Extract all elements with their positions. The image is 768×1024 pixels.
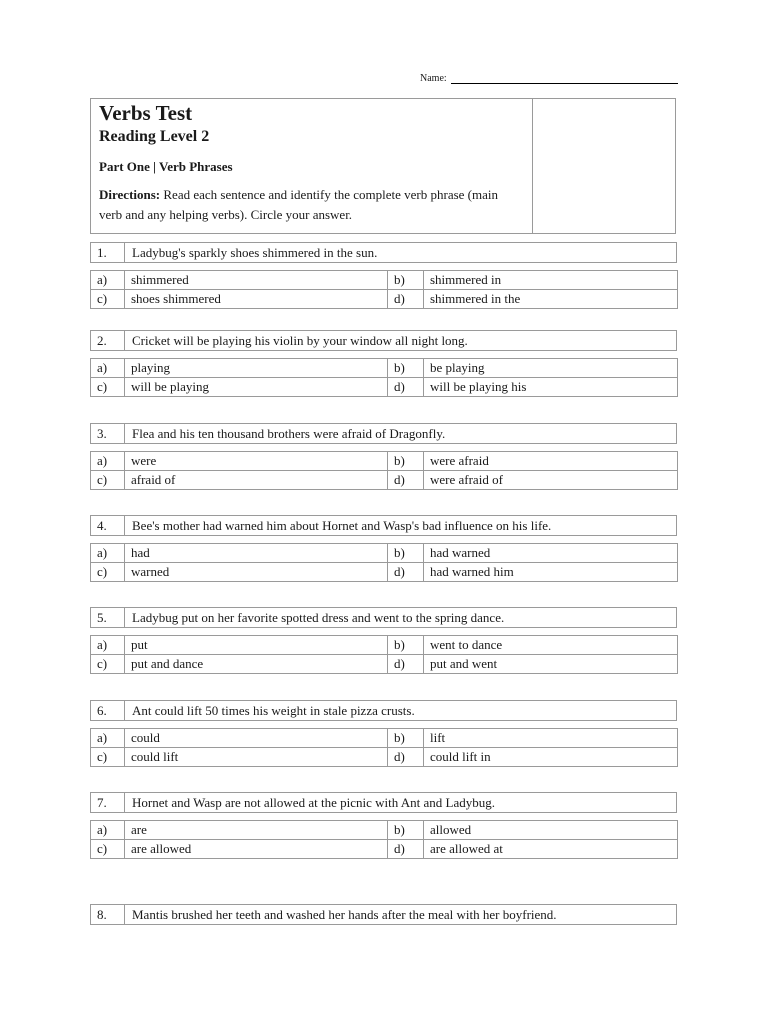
option-letter[interactable]: b) xyxy=(388,636,424,655)
question-text: Ant could lift 50 times his weight in stale pizza crusts. xyxy=(132,703,415,718)
option-text[interactable]: put and dance xyxy=(125,655,388,674)
question-row xyxy=(90,515,677,536)
option-letter[interactable]: a) xyxy=(91,729,125,748)
option-text[interactable]: were xyxy=(125,452,388,471)
name-blank-line[interactable] xyxy=(451,71,678,84)
option-text[interactable]: will be playing his xyxy=(424,378,678,397)
answer-options xyxy=(90,728,678,767)
option-text[interactable]: had warned him xyxy=(424,563,678,582)
option-text[interactable]: were afraid xyxy=(424,452,678,471)
question-number: 5. xyxy=(91,608,125,627)
option-text[interactable]: lift xyxy=(424,729,678,748)
option-text[interactable]: shimmered in xyxy=(424,271,678,290)
option-letter[interactable]: b) xyxy=(388,452,424,471)
question-number: 7. xyxy=(91,793,125,812)
option-text[interactable]: were afraid of xyxy=(424,471,678,490)
question-number: 2. xyxy=(91,331,125,350)
part-heading: Part One | Verb Phrases xyxy=(99,159,233,174)
directions xyxy=(99,185,524,225)
answer-options xyxy=(90,270,678,309)
question-text: Flea and his ten thousand brothers were afraid of Dragonfly. xyxy=(132,426,446,441)
option-row xyxy=(91,840,678,859)
reading-level: Reading Level 2 xyxy=(99,128,210,145)
option-row xyxy=(91,748,678,767)
option-letter[interactable]: a) xyxy=(91,636,125,655)
option-row xyxy=(91,729,678,748)
answer-options xyxy=(90,820,678,859)
option-text[interactable]: put and went xyxy=(424,655,678,674)
option-text[interactable]: could xyxy=(125,729,388,748)
question-row xyxy=(90,904,677,925)
option-text[interactable]: will be playing xyxy=(125,378,388,397)
question-text: Bee's mother had warned him about Hornet and Wasp's bad influence on his life. xyxy=(132,518,552,533)
option-letter[interactable]: c) xyxy=(91,378,125,397)
option-row xyxy=(91,290,678,309)
test-title: Verbs Test xyxy=(99,101,193,125)
option-letter[interactable]: d) xyxy=(388,378,424,397)
option-text[interactable]: are xyxy=(125,821,388,840)
answer-options xyxy=(90,451,678,490)
option-text[interactable]: went to dance xyxy=(424,636,678,655)
question-row xyxy=(90,792,677,813)
option-row xyxy=(91,563,678,582)
option-text[interactable]: afraid of xyxy=(125,471,388,490)
option-row xyxy=(91,471,678,490)
option-text[interactable]: allowed xyxy=(424,821,678,840)
option-letter[interactable]: b) xyxy=(388,729,424,748)
question-number: 4. xyxy=(91,516,125,535)
option-row xyxy=(91,271,678,290)
header-info xyxy=(91,99,533,233)
option-row xyxy=(91,821,678,840)
answer-options xyxy=(90,358,678,397)
option-letter[interactable]: d) xyxy=(388,655,424,674)
option-letter[interactable]: a) xyxy=(91,452,125,471)
option-text[interactable]: had warned xyxy=(424,544,678,563)
option-letter[interactable]: a) xyxy=(91,271,125,290)
option-text[interactable]: shimmered xyxy=(125,271,388,290)
option-row xyxy=(91,452,678,471)
question-row xyxy=(90,242,677,263)
option-row xyxy=(91,655,678,674)
question-text: Hornet and Wasp are not allowed at the picnic with Ant and Ladybug. xyxy=(132,795,495,810)
option-letter[interactable]: c) xyxy=(91,290,125,309)
option-letter[interactable]: a) xyxy=(91,359,125,378)
option-text[interactable]: be playing xyxy=(424,359,678,378)
question-row xyxy=(90,330,677,351)
question-number: 8. xyxy=(91,905,125,924)
option-letter[interactable]: c) xyxy=(91,655,125,674)
question-text: Mantis brushed her teeth and washed her hands after the meal with her boyfriend. xyxy=(132,907,557,922)
option-letter[interactable]: a) xyxy=(91,821,125,840)
question-text: Ladybug's sparkly shoes shimmered in the sun. xyxy=(132,245,378,260)
header-box xyxy=(90,98,676,234)
option-row xyxy=(91,359,678,378)
name-label: Name: xyxy=(420,73,447,84)
option-text[interactable]: could lift xyxy=(125,748,388,767)
option-text[interactable]: shimmered in the xyxy=(424,290,678,309)
answer-options xyxy=(90,635,678,674)
option-letter[interactable]: d) xyxy=(388,563,424,582)
option-text[interactable]: had xyxy=(125,544,388,563)
option-letter[interactable]: b) xyxy=(388,821,424,840)
option-letter[interactable]: c) xyxy=(91,563,125,582)
option-letter[interactable]: c) xyxy=(91,748,125,767)
option-text[interactable]: shoes shimmered xyxy=(125,290,388,309)
option-letter[interactable]: d) xyxy=(388,290,424,309)
question-row xyxy=(90,700,677,721)
option-letter[interactable]: c) xyxy=(91,840,125,859)
option-text[interactable]: could lift in xyxy=(424,748,678,767)
question-row xyxy=(90,423,677,444)
option-text[interactable]: warned xyxy=(125,563,388,582)
option-text[interactable]: are allowed xyxy=(125,840,388,859)
name-field[interactable] xyxy=(420,68,678,84)
option-text[interactable]: playing xyxy=(125,359,388,378)
question-number: 3. xyxy=(91,424,125,443)
option-letter[interactable]: b) xyxy=(388,271,424,290)
answer-options xyxy=(90,543,678,582)
question-number: 6. xyxy=(91,701,125,720)
score-box xyxy=(533,99,675,233)
option-letter[interactable]: b) xyxy=(388,359,424,378)
question-text: Cricket will be playing his violin by your window all night long. xyxy=(132,333,468,348)
option-letter[interactable]: d) xyxy=(388,840,424,859)
directions-text: Read each sentence and identify the complete verb phrase (main verb and any helping verbs). Circle your answer. xyxy=(99,187,498,222)
question-row xyxy=(90,607,677,628)
question-number: 1. xyxy=(91,243,125,262)
option-text[interactable]: put xyxy=(125,636,388,655)
option-letter[interactable]: b) xyxy=(388,544,424,563)
option-letter[interactable]: c) xyxy=(91,471,125,490)
option-letter[interactable]: d) xyxy=(388,471,424,490)
option-text[interactable]: are allowed at xyxy=(424,840,678,859)
directions-label: Directions: xyxy=(99,187,161,202)
option-row xyxy=(91,636,678,655)
option-row xyxy=(91,544,678,563)
option-letter[interactable]: d) xyxy=(388,748,424,767)
option-row xyxy=(91,378,678,397)
question-text: Ladybug put on her favorite spotted dress and went to the spring dance. xyxy=(132,610,505,625)
option-letter[interactable]: a) xyxy=(91,544,125,563)
